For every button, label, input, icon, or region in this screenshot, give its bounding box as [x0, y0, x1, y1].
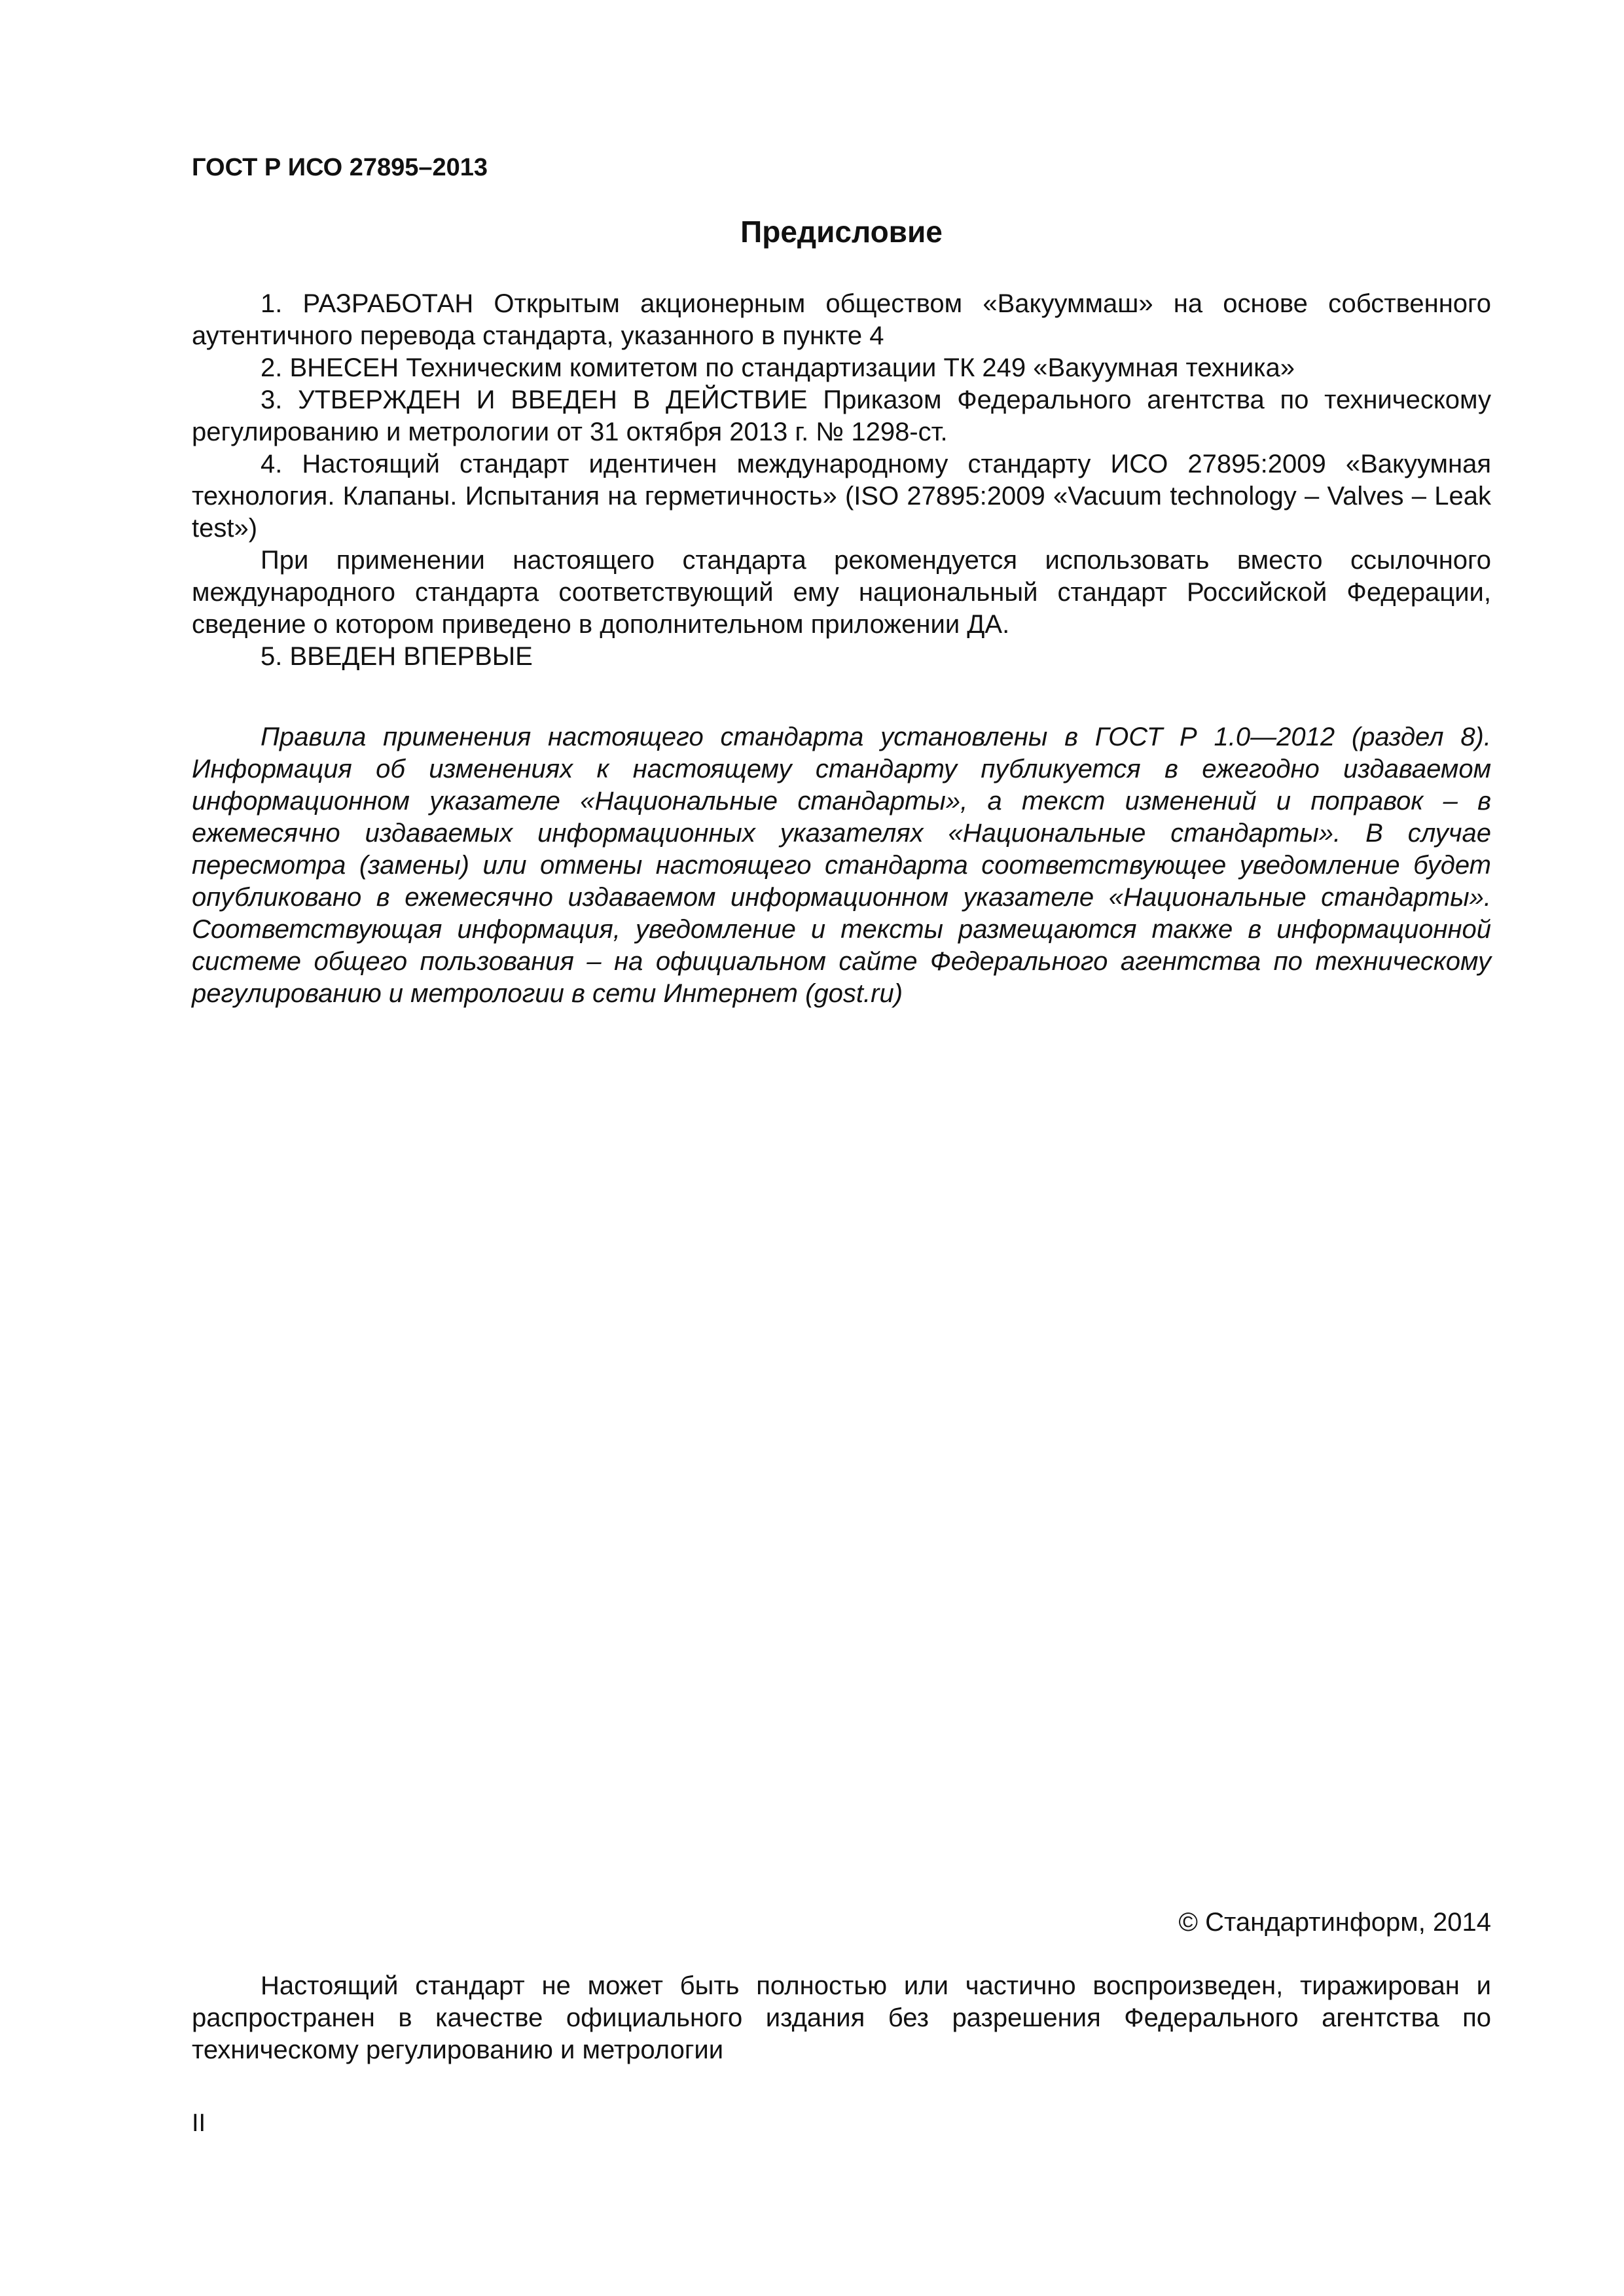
- foreword-item-1: 1. РАЗРАБОТАН Открытым акционерным обществом «Вакууммаш» на основе собственного аутентичного перевода стандарта, указанного в пункте 4: [192, 289, 1491, 350]
- copyright-notice: © Стандартинформ, 2014: [1178, 1908, 1491, 1937]
- foreword-items: [192, 288, 1491, 673]
- foreword-item-2: 2. ВНЕСЕН Техническим комитетом по стандартизации ТК 249 «Вакуумная техника»: [261, 353, 1295, 382]
- reproduction-notice-text: Настоящий стандарт не может быть полностью или частично воспроизведен, тиражирован и распространен в качестве официального издания без разрешения Федерального агентства по техническому регулированию и метрологии: [192, 1971, 1491, 2064]
- foreword-item-5: 5. ВВЕДЕН ВПЕРВЫЕ: [261, 642, 533, 671]
- reproduction-notice: [192, 1970, 1491, 2066]
- foreword-item-4: 4. Настоящий стандарт идентичен международному стандарту ИСО 27895:2009 «Вакуумная технология. Клапаны. Испытания на герметичность» (ISO 27895:2009 «Vacuum technology – Valves – Leak test»): [192, 450, 1491, 543]
- standard-code: ГОСТ Р ИСО 27895–2013: [192, 154, 488, 181]
- rules-text: Правила применения настоящего стандарта установлены в ГОСТ Р 1.0—2012 (раздел 8). Информация об изменениях к настоящему стандарту публикуется в ежегодно издаваемом информационном указателе «Национальные стандарты», а текст изменений и поправок – в ежемесячно издаваемых информационных указателях «Национальные стандарты». В случае пересмотра (замены) или отмены настоящего стандарта соответствующее уведомление будет опубликовано в ежемесячно издаваемом информационном указателе «Национальные стандарты». Соответствующая информация, уведомление и тексты размещаются также в информационной системе общего пользования – на официальном сайте Федерального агентства по техническому регулированию и метрологии в сети Интернет (gost.ru): [192, 723, 1491, 1008]
- rules-paragraph: [192, 721, 1491, 1010]
- page-number: II: [192, 2109, 206, 2137]
- foreword-item-4-note: При применении настоящего стандарта рекомендуется использовать вместо ссылочного международного стандарта соответствующий ему национальный стандарт Российской Федерации, сведение о котором приведено в дополнительном приложении ДА.: [192, 546, 1491, 639]
- page-title: Предисловие: [740, 215, 943, 249]
- foreword-item-3: 3. УТВЕРЖДЕН И ВВЕДЕН В ДЕЙСТВИЕ Приказом Федерального агентства по техническому регулированию и метрологии от 31 октября 2013 г. № 1298-ст.: [192, 386, 1491, 446]
